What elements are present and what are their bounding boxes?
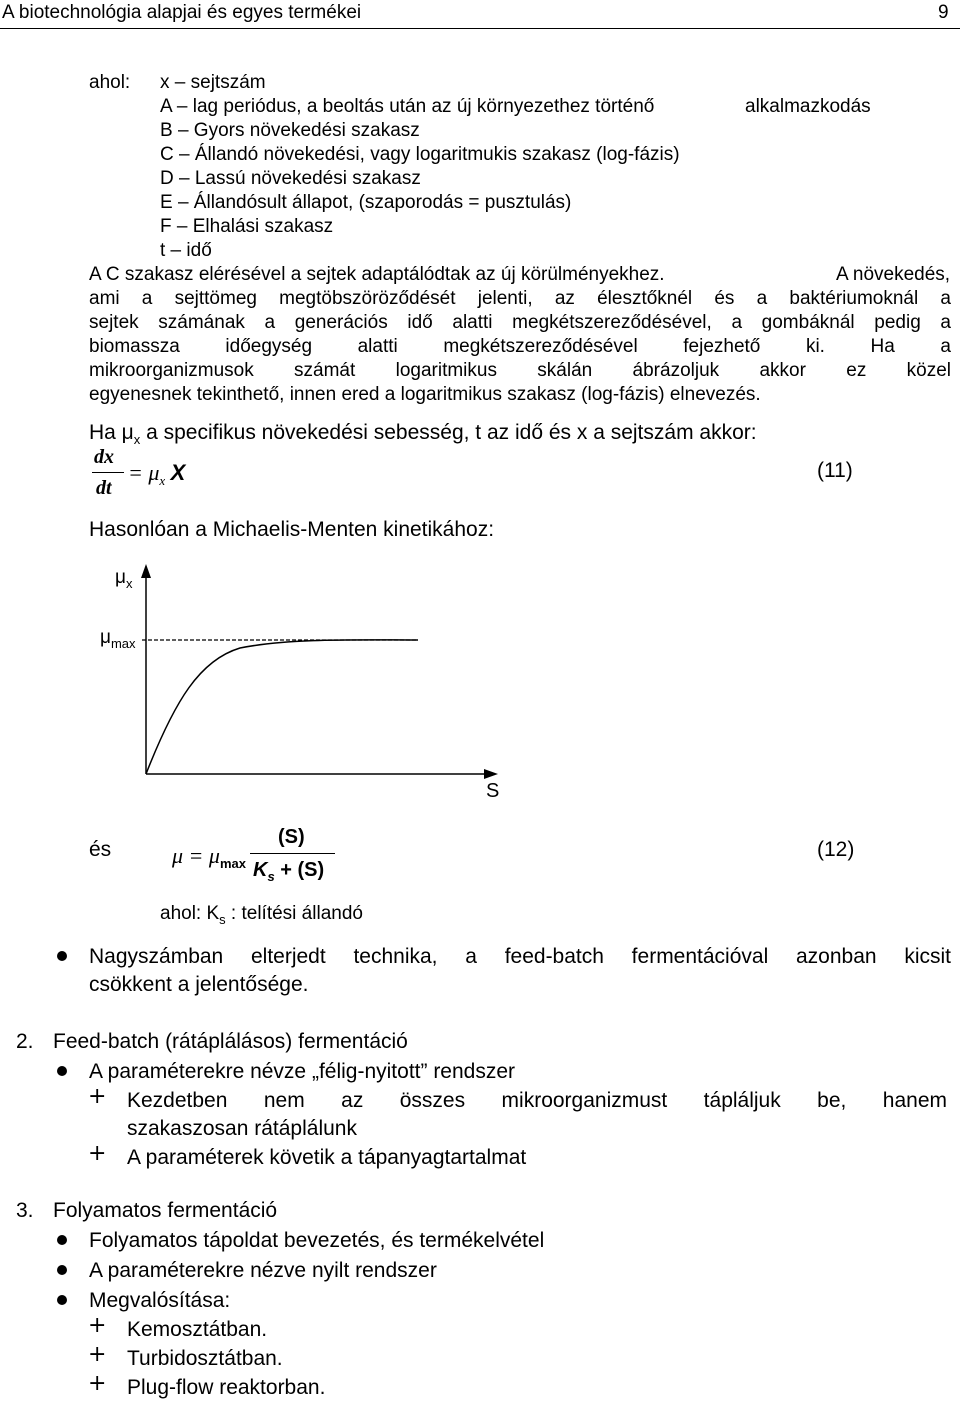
graph-max-label: $\mu_{max}$ [100, 627, 136, 651]
legend-item: x – sejtszám [160, 72, 266, 93]
x-axis-arrow [484, 769, 498, 779]
plus-icon: + [88, 1371, 107, 1396]
section3-number: 3. [16, 1199, 34, 1222]
paragraph-line: mikroorganizmusok számát logaritmikus skálán ábrázoljuk akkor ez közel [89, 360, 951, 381]
eq11-number: (11) [817, 459, 853, 482]
eq11-fraction-bar [92, 472, 124, 473]
bullet1-line1: Nagyszámban elterjedt technika, a feed-batch fermentációval azonban kicsit [89, 945, 951, 968]
y-axis-arrow [141, 564, 151, 578]
plus-icon: + [88, 1342, 107, 1367]
plus-icon: + [88, 1313, 107, 1338]
legend-item: C – Állandó növekedési, vagy logaritmukis szakasz (log-fázis) [160, 144, 680, 165]
bullet-icon [57, 1265, 67, 1275]
es-label: és [89, 838, 112, 861]
graph-x-label: S [486, 780, 500, 802]
eq12-numerator: (S) [278, 826, 305, 848]
ahol-label: ahol: [89, 72, 131, 93]
paragraph-line: A növekedés, [836, 264, 951, 285]
eq11-rhs: = $\mu_x$ X [128, 460, 186, 488]
eq11-numerator: dx [94, 446, 114, 468]
eq12-note: ahol: $K_s$ : telítési állandó [160, 903, 363, 927]
eq11-denominator: dt [96, 477, 112, 499]
eq12-lhs: $\mu = \mu_{max}$ [172, 843, 246, 871]
mm-intro: Hasonlóan a Michaelis-Menten kinetikához: [89, 518, 495, 541]
section3-title: Folyamatos fermentáció [53, 1199, 278, 1222]
section3-plus-item: Plug-flow reaktorban. [127, 1376, 326, 1399]
legend-item: E – Állandósult állapot, (szaporodás = pusztulás) [160, 192, 572, 213]
plus-icon: + [88, 1141, 107, 1166]
section2-bullet: A paraméterekre névze „félig-nyitott” rendszer [89, 1060, 516, 1083]
bullet1-line2: csökkent a jelentősége. [89, 973, 309, 996]
page-number: 9 [938, 2, 949, 23]
section3-bullet: Megvalósítása: [89, 1289, 231, 1312]
bullet-icon [57, 1295, 67, 1305]
section3-plus-item: Kemosztátban. [127, 1318, 268, 1341]
paragraph-line: egyenesnek tekinthető, innen ered a logaritmikus szakasz (log-fázis) elnevezés. [89, 384, 761, 405]
legend-item: t – idő [160, 240, 212, 261]
saturation-curve [146, 640, 418, 774]
legend-item: F – Elhalási szakasz [160, 216, 334, 237]
paragraph-first-line: A C szakasz elérésével a sejtek adaptálódtak az új körülményekhez. [89, 264, 665, 285]
eq12-fraction-bar [250, 853, 335, 854]
section3-bullet: A paraméterekre nézve nyilt rendszer [89, 1259, 437, 1282]
bullet-icon [57, 951, 67, 961]
bullet-icon [57, 1066, 67, 1076]
eq12-denominator: $K_s + (S)$ [253, 859, 325, 884]
legend-item: A – lag periódus, a beoltás után az új környezethez történő [160, 96, 655, 117]
section2-plus1-line2: szakaszosan rátáplálunk [127, 1117, 357, 1140]
paragraph-line: sejtek számának a generációs idő alatti megkétszereződésével, a gombáknál pedig a [89, 312, 951, 333]
legend-item: B – Gyors növekedési szakasz [160, 120, 420, 141]
section3-bullet: Folyamatos tápoldat bevezetés, és termékelvétel [89, 1229, 545, 1252]
graph-y-label: $\mu_x$ [115, 567, 133, 591]
section2-title: Feed-batch (rátáplálásos) fermentáció [53, 1030, 408, 1053]
saturation-graph [130, 560, 510, 790]
section3-plus-item: Turbidosztátban. [127, 1347, 283, 1370]
eq12-number: (12) [817, 838, 855, 861]
bullet-icon [57, 1235, 67, 1245]
paragraph-line: ami a sejttömeg megtöbszöröződését jelenti, az élesztőknél és a baktériumoknál a [89, 288, 951, 309]
header-title: A biotechnológia alapjai és egyes termékei [2, 2, 362, 23]
paragraph-line: biomassza időegység alatti megkétszereződésével fejezhető ki. Ha a [89, 336, 951, 357]
legend-item: D – Lassú növekedési szakasz [160, 168, 421, 189]
mu-sentence: Ha $\mu_x$ a specifikus növekedési sebesség, t az idő és x a sejtszám akkor: [89, 421, 757, 447]
section2-plus1-line1: Kezdetben nem az összes mikroorganizmust tápláljuk be, hanem [127, 1089, 947, 1112]
plus-icon: + [88, 1084, 107, 1109]
legend-item-tail: alkalmazkodás [745, 96, 871, 117]
section2-number: 2. [16, 1030, 34, 1053]
section2-plus2: A paraméterek követik a tápanyagtartalmat [127, 1146, 527, 1169]
